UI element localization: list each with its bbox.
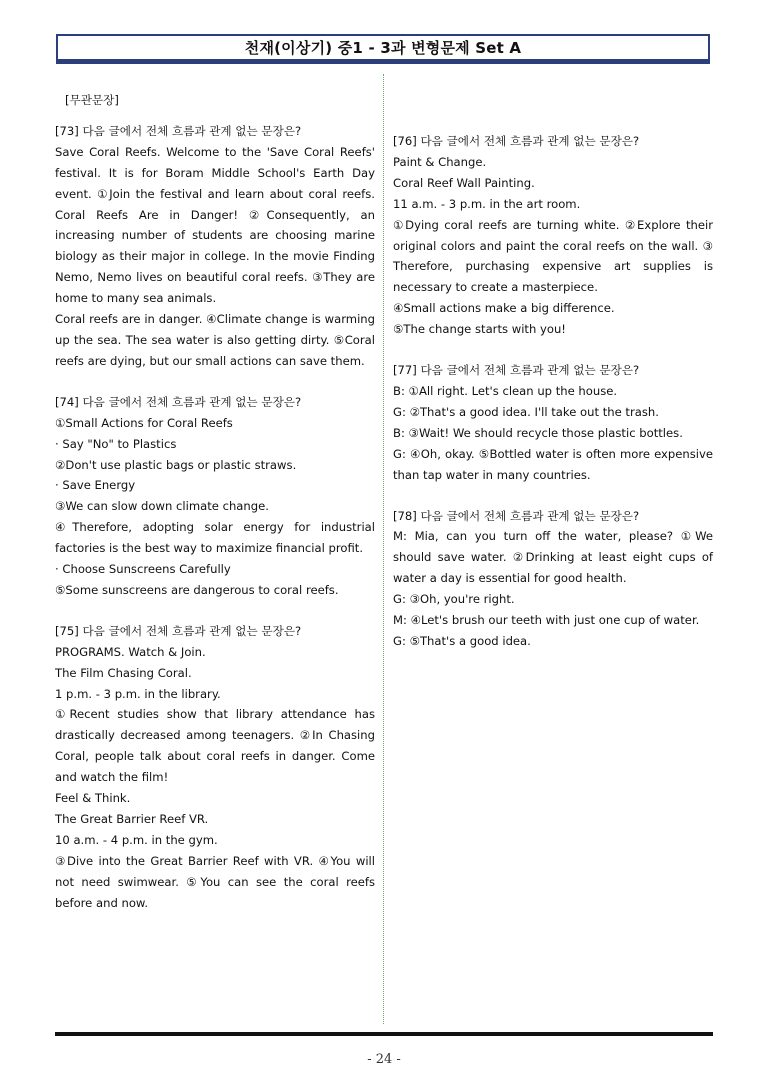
passage-line: ①Recent studies show that library attendance has drastically decreased among teenagers. ②In Chasing Coral, people talk about coral reefs in danger. Come and watch the film! xyxy=(55,707,375,785)
page-number: - 24 - xyxy=(367,1052,401,1067)
passage-line: · Save Energy xyxy=(55,478,136,493)
passage-line: G: ⑤That's a good idea. xyxy=(393,633,531,648)
passage-line: Save Coral Reefs. Welcome to the 'Save Coral Reefs' festival. It is for Boram Middle School's Earth Day event. ①Join the festival and learn about coral reefs. Coral Reefs Are in Danger! ②Consequently, an increasing number of students are choosing marine biology as their major in college. In the movie Finding Nemo, Nemo lives on beautiful coral reefs. ③They are home to many sea animals. xyxy=(55,144,375,306)
passage-line: Coral Reef Wall Painting. xyxy=(393,175,535,190)
passage-line: Feel & Think. xyxy=(55,791,131,806)
passage-line: PROGRAMS. Watch & Join. xyxy=(55,644,206,659)
question-75 xyxy=(55,621,375,914)
passage-line: ⑤The change starts with you! xyxy=(393,322,566,337)
question-prompt: [73] 다음 글에서 전체 흐름과 관계 없는 문장은? xyxy=(55,123,302,138)
passage-line: Paint & Change. xyxy=(393,154,487,169)
passage-line: ①Small Actions for Coral Reefs xyxy=(55,415,233,430)
passage-line: ③We can slow down climate change. xyxy=(55,499,269,514)
passage-line: Coral reefs are in danger. ④Climate change is warming up the sea. The sea water is also getting dirty. ⑤Coral reefs are dying, but our small actions can save them. xyxy=(55,312,375,368)
question-74 xyxy=(55,392,375,601)
question-prompt: [76] 다음 글에서 전체 흐름과 관계 없는 문장은? xyxy=(393,134,640,148)
passage-line: B: ①All right. Let's clean up the house. xyxy=(393,383,618,398)
question-76 xyxy=(393,131,713,340)
question-78 xyxy=(393,506,713,652)
section-label: [무관문장] xyxy=(65,93,119,107)
passage-line: G: ④Oh, okay. ⑤Bottled water is often more expensive than tap water in many countries. xyxy=(393,446,713,482)
passage-line: 11 a.m. - 3 p.m. in the art room. xyxy=(393,196,581,211)
question-77 xyxy=(393,360,713,485)
question-prompt: [75] 다음 글에서 전체 흐름과 관계 없는 문장은? xyxy=(55,623,302,638)
page-title: 천재(이상기) 중1 - 3과 변형문제 Set A xyxy=(56,34,710,64)
passage-line: ①Dying coral reefs are turning white. ②Explore their original colors and paint the coral reefs on the wall. ③ Therefore, purchasing expensive art supplies is necessary to create a masterpiece. xyxy=(393,217,713,295)
passage-line: · Say "No" to Plastics xyxy=(55,436,177,451)
footer-rule xyxy=(55,1032,713,1036)
question-73 xyxy=(55,121,375,372)
passage-line: M: Mia, can you turn off the water, please? ①We should save water. ②Drinking at least eight cups of water a day is essential for good health. xyxy=(393,529,713,586)
passage-line: The Film Chasing Coral. xyxy=(55,665,192,680)
passage-line: ⑤Some sunscreens are dangerous to coral reefs. xyxy=(55,582,339,597)
passage-line: 10 a.m. - 4 p.m. in the gym. xyxy=(55,832,218,847)
left-column xyxy=(55,90,375,914)
passage-line: ④Small actions make a big difference. xyxy=(393,301,615,316)
passage-line: G: ②That's a good idea. I'll take out the trash. xyxy=(393,404,659,419)
passage-line: M: ④Let's brush our teeth with just one cup of water. xyxy=(393,613,700,628)
question-prompt: [74] 다음 글에서 전체 흐름과 관계 없는 문장은? xyxy=(55,394,302,409)
question-prompt: [78] 다음 글에서 전체 흐름과 관계 없는 문장은? xyxy=(393,508,640,523)
passage-line: ③Dive into the Great Barrier Reef with VR. ④You will not need swimwear. ⑤You can see the coral reefs before and now. xyxy=(55,853,375,910)
passage-line: 1 p.m. - 3 p.m. in the library. xyxy=(55,686,221,701)
passage-line: G: ③Oh, you're right. xyxy=(393,592,515,607)
question-prompt: [77] 다음 글에서 전체 흐름과 관계 없는 문장은? xyxy=(393,363,640,378)
passage-line: B: ③Wait! We should recycle those plastic bottles. xyxy=(393,425,683,440)
right-column xyxy=(393,90,713,652)
passage-line: The Great Barrier Reef VR. xyxy=(55,812,209,826)
column-divider xyxy=(383,74,384,1024)
passage-line: ④Therefore, adopting solar energy for industrial factories is the best way to maximize financial profit. xyxy=(55,520,375,556)
passage-line: · Choose Sunscreens Carefully xyxy=(55,562,231,577)
passage-line: ②Don't use plastic bags or plastic straws. xyxy=(55,457,297,472)
